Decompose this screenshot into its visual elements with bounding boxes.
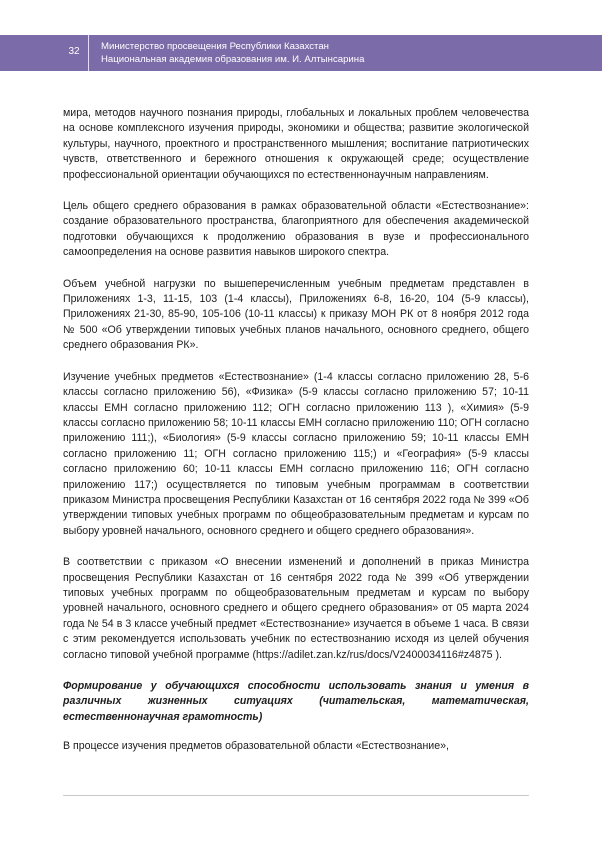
paragraph-5: В соответствии с приказом «О внесении изменений и дополнений в приказ Министра просвещения Республики Казахстан от 16 сентября 2022 года № 399 «Об утверждении типовых учебных программ по общеобразовательным предметам и курсам по выбору уровней начального, основного среднего и общего среднего образования» от 05 марта 2024 года № 54 в 3 классе учебный предмет «Естествознание» изучается в объеме 1 часа. В связи с этим рекомендуется использовать учебник по естествознанию исходя из целей обучения согласно типовой учебной программе (https://adilet.zan.kz/rus/docs/V2400034116#z4875 ).	[63, 556, 529, 661]
organization-line-2: Национальная академия образования им. И. Алтынсарина	[101, 54, 365, 65]
section-heading: Формирование у обучающихся способности использовать знания и умения в различных жизненных ситуациях (читательская, математическая, естественнонаучная грамотность)	[63, 680, 529, 723]
paragraph-2: Цель общего среднего образования в рамках образовательной области «Естествознание»: создание образовательного пространства, благоприятного для обеспечения академической подготовки обучающихся к продолжению образования в вузе и профессионального самоопределения на основе развития навыков широкого спектра.	[63, 200, 529, 259]
organization-line-1: Министерство просвещения Республики Казахстан	[101, 41, 329, 52]
header-band	[0, 35, 602, 71]
paragraph-4: Изучение учебных предметов «Естествознание» (1-4 классы согласно приложению 28, 5-6 классы согласно приложению 56), «Физика» (5-9 классы согласно приложению 57; 10-11 классы ЕМН согласно приложению 112; ОГН согласно приложению 113 ), «Химия» (5-9 классы согласно приложению 58; 10-11 классы ЕМН согласно приложению 110; ОГН согласно приложению 111;), «Биология» (5-9 классы согласно приложению 59; 10-11 классы ЕМН согласно приложению 11; ОГН согласно приложению 115;) и «География» (5-9 классы согласно приложению 60; 10-11 классы ЕМН согласно приложению 116; ОГН согласно приложению 117;) осуществляется по типовым учебным программам в соответствии приказом Министра просвещения Республики Казахстан от 16 сентября 2022 года № 399 «Об утверждении типовых учебных программ по общеобразовательным предметам и курсам по выбору уровней начального, основного среднего и общего среднего образования».	[63, 370, 529, 537]
paragraph-1: мира, методов научного познания природы, глобальных и локальных проблем человечества на основе комплексного изучения природы, экономики и общества; развитие экологической культуры, научного, проектного и пространственного мышления; воспитание патриотических чувств, ответственного и бережного отношения к окружающей среде; осуществление профессиональной ориентации обучающихся по естественнонаучным направлениям.	[63, 107, 529, 181]
paragraph-6: В процессе изучения предметов образовательной области «Естествознание»,	[63, 740, 449, 753]
paragraph-3: Объем учебной нагрузки по вышеперечисленным учебным предметам представлен в Приложениях 1-3, 11-15, 103 (1-4 классы), Приложениях 6-8, 16-20, 104 (5-9 классы), Приложениях 21-30, 85-90, 105-106 (10-11 классы) к приказу МОН РК от 8 ноября 2012 года № 500 «Об утверждении типовых учебных планов начального, основного среднего, общего среднего образования РК».	[63, 277, 529, 352]
organization-name	[101, 40, 364, 66]
footer-divider	[63, 795, 529, 796]
page-number-box	[60, 35, 89, 71]
main-content	[63, 106, 529, 771]
page-number: 32	[68, 46, 80, 57]
